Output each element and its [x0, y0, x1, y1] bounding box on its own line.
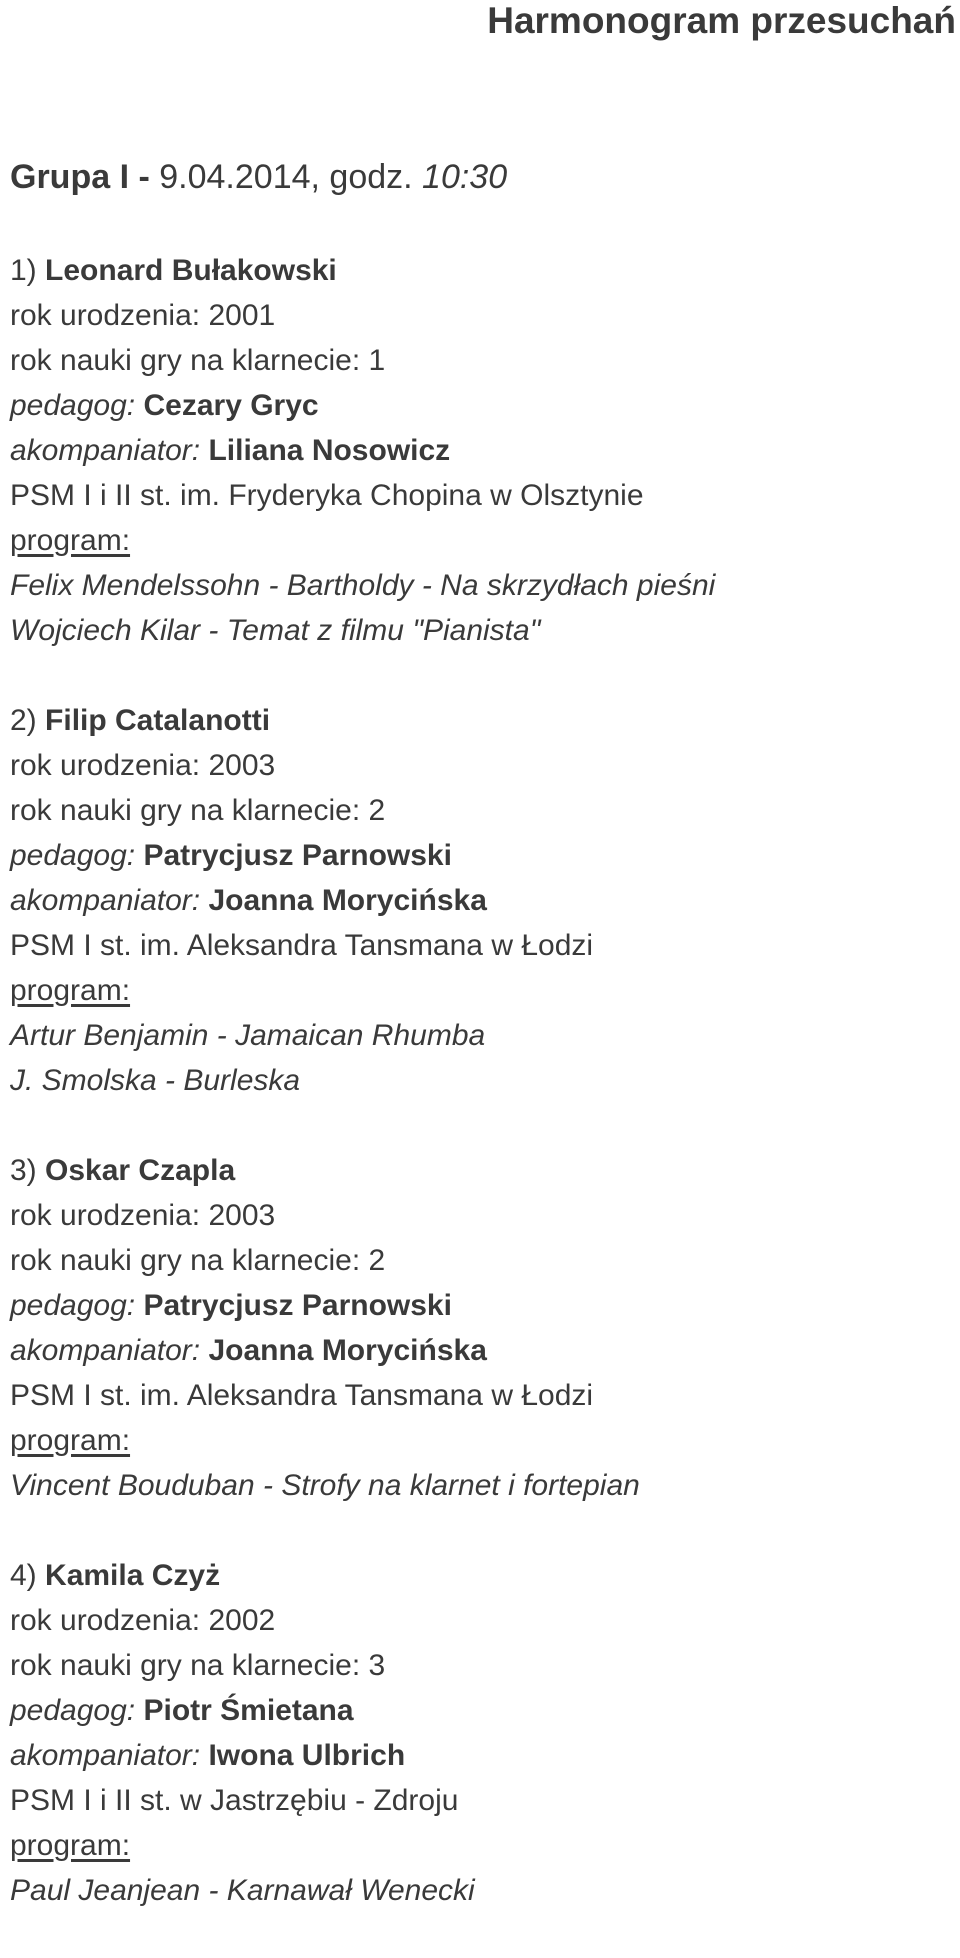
- study-years-line: [10, 1643, 950, 1688]
- birth-year-label: rok urodzenia:: [10, 749, 201, 782]
- piece-title: J. Smolska - Burleska: [10, 1064, 301, 1097]
- accompanist-line: [10, 1328, 950, 1373]
- birth-year-value: 2001: [208, 299, 276, 332]
- accompanist-label: akompaniator:: [10, 434, 201, 467]
- piece-title: Paul Jeanjean - Karnawał Wenecki: [10, 1874, 475, 1907]
- study-years-value: 3: [368, 1649, 386, 1682]
- program-piece: [10, 1058, 950, 1103]
- birth-year-label: rok urodzenia:: [10, 1604, 201, 1637]
- study-years-label: rok nauki gry na klarnecie:: [10, 1244, 361, 1277]
- teacher-label: pedagog:: [10, 1694, 136, 1727]
- teacher-name: Cezary Gryc: [143, 389, 319, 422]
- program-heading-line: [10, 968, 950, 1013]
- teacher-label: pedagog:: [10, 1289, 136, 1322]
- birth-year-value: 2003: [208, 1199, 276, 1232]
- teacher-name: Patrycjusz Parnowski: [143, 839, 452, 872]
- entry-number: 1): [10, 254, 37, 287]
- study-years-label: rok nauki gry na klarnecie:: [10, 344, 361, 377]
- teacher-name: Patrycjusz Parnowski: [143, 1289, 452, 1322]
- audition-entry: [10, 1553, 950, 1913]
- accompanist-label: akompaniator:: [10, 1739, 201, 1772]
- birth-year-label: rok urodzenia:: [10, 1199, 201, 1232]
- birth-year-value: 2003: [208, 749, 276, 782]
- school-line: [10, 473, 950, 518]
- audition-entry: [10, 698, 950, 1103]
- study-years-line: [10, 788, 950, 833]
- piece-title: Vincent Bouduban - Strofy na klarnet i fortepian: [10, 1469, 640, 1502]
- birth-year-value: 2002: [208, 1604, 276, 1637]
- teacher-name: Piotr Śmietana: [143, 1694, 354, 1727]
- school-line: [10, 923, 950, 968]
- teacher-line: [10, 1688, 950, 1733]
- program-heading-line: [10, 1418, 950, 1463]
- accompanist-label: akompaniator:: [10, 1334, 201, 1367]
- accompanist-name: Iwona Ulbrich: [208, 1739, 406, 1772]
- program-label: program:: [10, 974, 131, 1007]
- study-years-line: [10, 338, 950, 383]
- program-heading-line: [10, 518, 950, 563]
- entry-name-line: [10, 1553, 950, 1598]
- group-label: Grupa I -: [10, 158, 150, 196]
- performer-name: Leonard Bułakowski: [45, 254, 337, 287]
- school-name: PSM I st. im. Aleksandra Tansmana w Łodzi: [10, 929, 594, 962]
- accompanist-label: akompaniator:: [10, 884, 201, 917]
- teacher-label: pedagog:: [10, 839, 136, 872]
- birth-year-line: [10, 293, 950, 338]
- performer-name: Filip Catalanotti: [45, 704, 271, 737]
- teacher-line: [10, 383, 950, 428]
- teacher-line: [10, 1283, 950, 1328]
- program-piece: [10, 1463, 950, 1508]
- entry-number: 3): [10, 1154, 37, 1187]
- audition-list: [10, 248, 950, 1958]
- program-piece: [10, 1013, 950, 1058]
- study-years-value: 1: [368, 344, 386, 377]
- teacher-line: [10, 833, 950, 878]
- school-name: PSM I i II st. w Jastrzębiu - Zdroju: [10, 1784, 459, 1817]
- audition-entry: [10, 1148, 950, 1508]
- entry-number: 2): [10, 704, 37, 737]
- piece-title: Wojciech Kilar - Temat z filmu "Pianista": [10, 614, 541, 647]
- birth-year-line: [10, 743, 950, 788]
- birth-year-line: [10, 1193, 950, 1238]
- group-heading: [10, 158, 507, 197]
- study-years-value: 2: [368, 1244, 386, 1277]
- study-years-value: 2: [368, 794, 386, 827]
- birth-year-label: rok urodzenia:: [10, 299, 201, 332]
- program-label: program:: [10, 524, 131, 557]
- program-label: program:: [10, 1424, 131, 1457]
- school-name: PSM I st. im. Aleksandra Tansmana w Łodzi: [10, 1379, 594, 1412]
- group-time: 10:30: [422, 158, 508, 196]
- page-title: Harmonogram przesuchań: [487, 0, 956, 41]
- performer-name: Oskar Czapla: [45, 1154, 236, 1187]
- school-name: PSM I i II st. im. Fryderyka Chopina w Olsztynie: [10, 479, 644, 512]
- program-piece: [10, 563, 950, 608]
- audition-entry: [10, 248, 950, 653]
- entry-name-line: [10, 248, 950, 293]
- program-piece: [10, 1868, 950, 1913]
- school-line: [10, 1778, 950, 1823]
- group-date: 9.04.2014,: [159, 158, 320, 196]
- program-heading-line: [10, 1823, 950, 1868]
- group-time-label: godz.: [329, 158, 413, 196]
- performer-name: Kamila Czyż: [45, 1559, 221, 1592]
- piece-title: Felix Mendelssohn - Bartholdy - Na skrzydłach pieśni: [10, 569, 716, 602]
- accompanist-line: [10, 1733, 950, 1778]
- teacher-label: pedagog:: [10, 389, 136, 422]
- school-line: [10, 1373, 950, 1418]
- accompanist-name: Liliana Nosowicz: [208, 434, 451, 467]
- program-piece: [10, 608, 950, 653]
- program-label: program:: [10, 1829, 131, 1862]
- accompanist-line: [10, 428, 950, 473]
- entry-name-line: [10, 1148, 950, 1193]
- piece-title: Artur Benjamin - Jamaican Rhumba: [10, 1019, 486, 1052]
- entry-name-line: [10, 698, 950, 743]
- accompanist-name: Joanna Morycińska: [208, 1334, 487, 1367]
- accompanist-name: Joanna Morycińska: [208, 884, 487, 917]
- entry-number: 4): [10, 1559, 37, 1592]
- study-years-label: rok nauki gry na klarnecie:: [10, 794, 361, 827]
- birth-year-line: [10, 1598, 950, 1643]
- study-years-label: rok nauki gry na klarnecie:: [10, 1649, 361, 1682]
- study-years-line: [10, 1238, 950, 1283]
- accompanist-line: [10, 878, 950, 923]
